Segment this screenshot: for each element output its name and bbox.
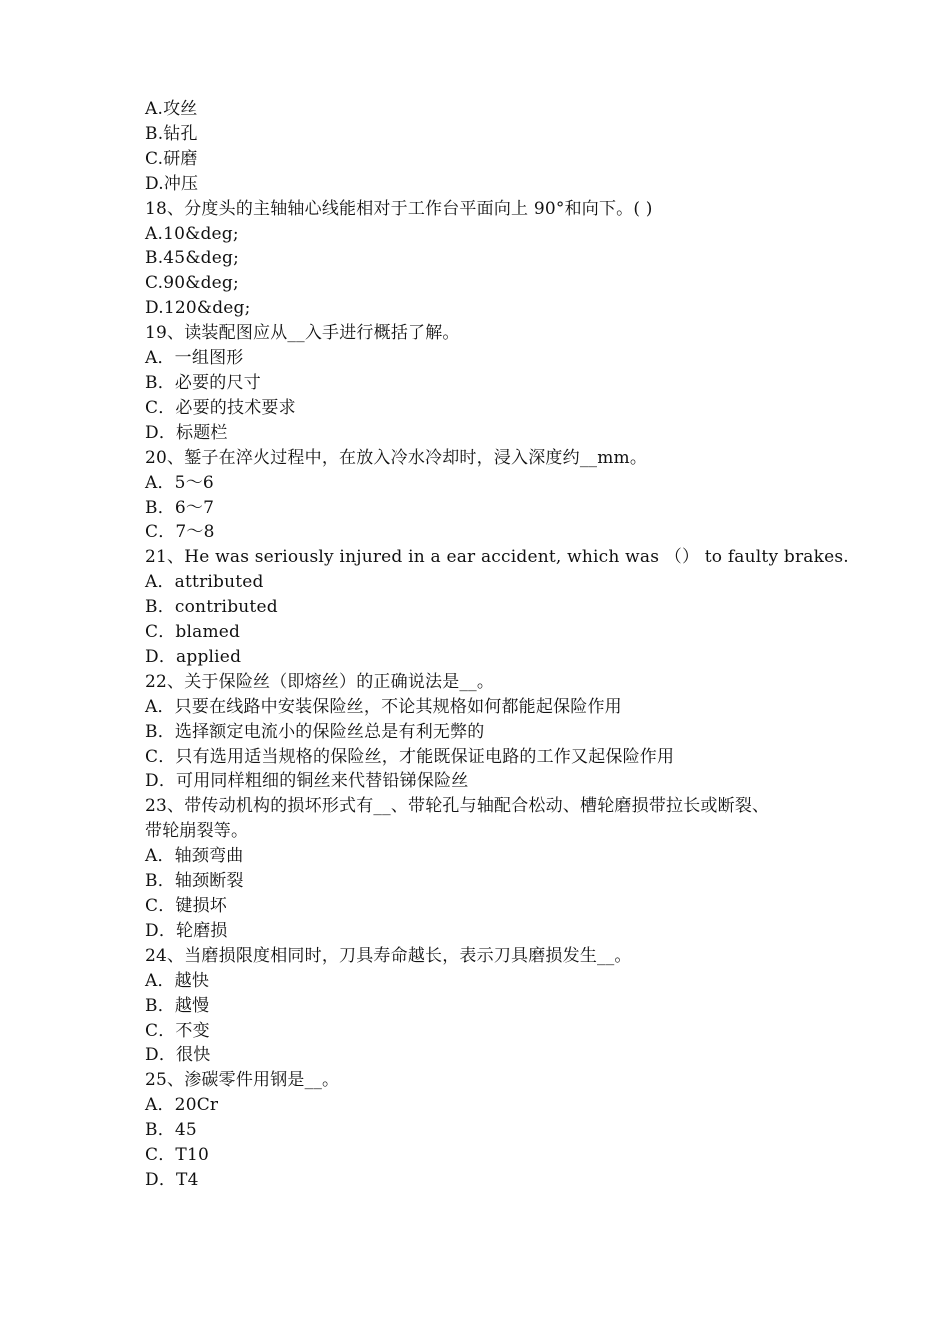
text-line: D．轮磨损 — [145, 920, 228, 941]
text-line: B.钻孔 — [145, 123, 198, 144]
text-line: A．attributed — [145, 572, 264, 593]
text-line: 18、分度头的主轴轴心线能相对于工作台平面向上 90°和向下。( ) — [145, 198, 653, 219]
text-line: C.研磨 — [145, 148, 198, 169]
text-line: D．标题栏 — [145, 422, 228, 443]
text-line: B．contributed — [145, 597, 278, 618]
text-line: 带轮崩裂等。 — [145, 821, 249, 842]
text-line: A．轴颈弯曲 — [145, 846, 244, 867]
text-line: D．很快 — [145, 1045, 211, 1066]
text-line: 23、带传动机构的损坏形式有__、带轮孔与轴配合松动、槽轮磨损带拉长或断裂、 — [145, 796, 770, 817]
text-line: D.冲压 — [145, 173, 199, 194]
text-line: 24、当磨损限度相同时，刀具寿命越长，表示刀具磨损发生__。 — [145, 945, 632, 966]
text-line: C．不变 — [145, 1020, 210, 1041]
text-line: 19、读装配图应从__入手进行概括了解。 — [145, 323, 460, 344]
text-line: B.45&deg; — [145, 248, 240, 269]
text-line: D．applied — [145, 646, 242, 667]
text-line: D．T4 — [145, 1169, 199, 1190]
text-line: 25、渗碳零件用钢是__。 — [145, 1070, 340, 1091]
text-line: A．5～6 — [145, 472, 214, 493]
text-line: B．选择额定电流小的保险丝总是有利无弊的 — [145, 721, 485, 742]
text-line: B．必要的尺寸 — [145, 372, 261, 393]
text-line: B．轴颈断裂 — [145, 871, 244, 892]
text-line: B．45 — [145, 1120, 197, 1141]
text-line: A．只要在线路中安装保险丝，不论其规格如何都能起保险作用 — [145, 696, 622, 717]
text-line: A．一组图形 — [145, 348, 244, 369]
text-line: C．必要的技术要求 — [145, 397, 296, 418]
text-line: 21、He was seriously injured in a ear accident, which was （） to faulty brakes. — [145, 547, 849, 568]
document-body — [145, 97, 849, 1193]
text-line: C．7～8 — [145, 522, 215, 543]
text-line: B．越慢 — [145, 995, 210, 1016]
text-line: 20、錾子在淬火过程中，在放入冷水冷却时，浸入深度约__mm。 — [145, 447, 648, 468]
text-line: C．键损坏 — [145, 896, 228, 916]
text-line: A.10&deg; — [145, 223, 239, 244]
text-line: A.攻丝 — [145, 99, 198, 119]
text-line: 22、关于保险丝（即熔丝）的正确说法是__。 — [145, 671, 495, 692]
text-line: A．20Cr — [145, 1095, 219, 1116]
text-line: A．越快 — [145, 970, 210, 991]
text-line: C.90&deg; — [145, 273, 239, 294]
text-line: C．只有选用适当规格的保险丝，才能既保证电路的工作又起保险作用 — [145, 746, 675, 767]
text-line: B．6～7 — [145, 497, 215, 518]
text-line: C．T10 — [145, 1145, 209, 1166]
text-line: D.120&deg; — [145, 298, 251, 319]
text-line: C．blamed — [145, 622, 241, 643]
text-line: D．可用同样粗细的铜丝来代替铅锑保险丝 — [145, 771, 469, 792]
